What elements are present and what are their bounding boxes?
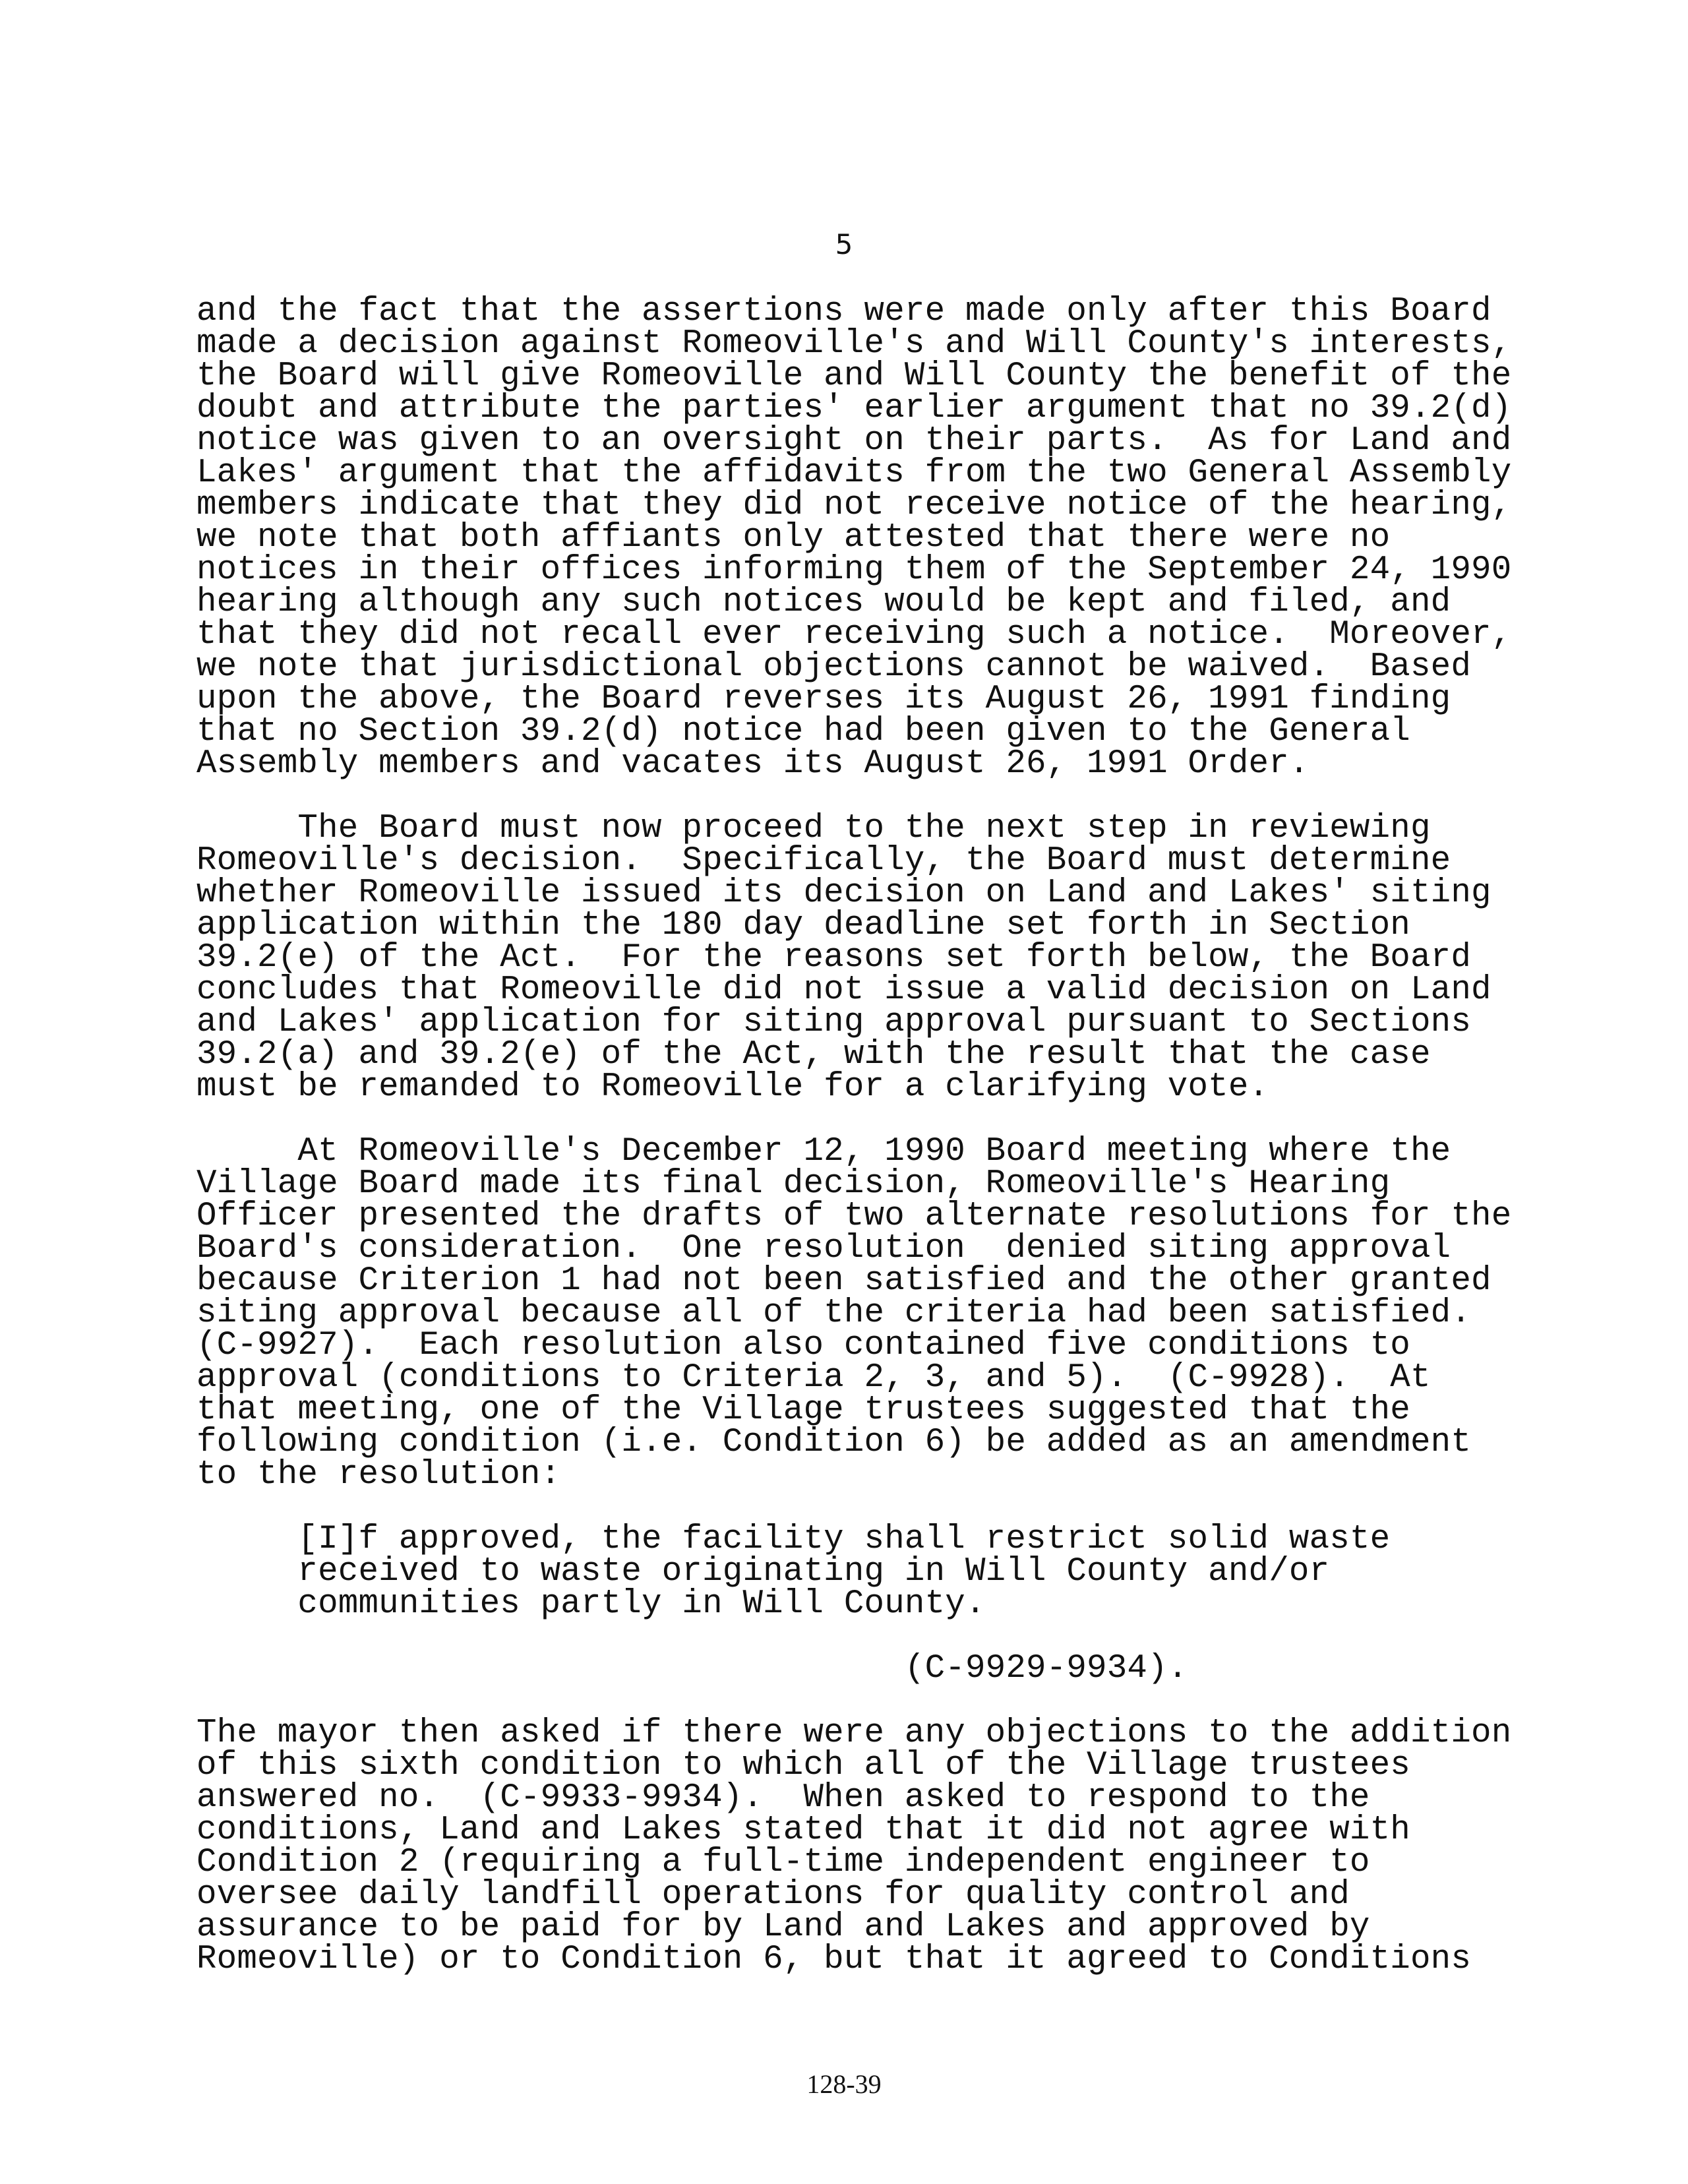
text-line: that they did not recall ever receiving such a notice. Moreover, [196, 616, 1512, 653]
quote-line: [I]f approved, the facility shall restrict solid waste [196, 1521, 1391, 1558]
text-line: 39.2(e) of the Act. For the reasons set forth below, the Board [196, 939, 1472, 977]
text-line: answered no. (C-9933-9934). When asked to respond to the [196, 1779, 1370, 1817]
citation-line: (C-9929-9934). [196, 1650, 1188, 1687]
text-line: must be remanded to Romeoville for a clarifying vote. [196, 1068, 1269, 1106]
quote-line: received to waste originating in Will County and/or [196, 1553, 1330, 1591]
text-line: made a decision against Romeoville's and Will County's interests, [196, 325, 1512, 363]
text-line: following condition (i.e. Condition 6) be added as an amendment [196, 1424, 1472, 1461]
text-line: 39.2(a) and 39.2(e) of the Act, with the result that the case [196, 1036, 1431, 1074]
text-line: Board's consideration. One resolution denied siting approval [196, 1230, 1451, 1267]
text-line: Condition 2 (requiring a full-time independent engineer to [196, 1844, 1370, 1881]
quote-line: communities partly in Will County. [196, 1585, 986, 1623]
page-number: 5 [835, 228, 853, 260]
text-line: The mayor then asked if there were any objections to the addition [196, 1714, 1512, 1752]
text-line: Officer presented the drafts of two alternate resolutions for the [196, 1198, 1512, 1235]
text-line: oversee daily landfill operations for quality control and [196, 1876, 1350, 1914]
text-line: because Criterion 1 had not been satisfied and the other granted [196, 1262, 1492, 1300]
text-line: Romeoville) or to Condition 6, but that it agreed to Conditions [196, 1941, 1472, 1978]
text-line: hearing although any such notices would be kept and filed, and [196, 584, 1451, 621]
footer-page-code: 128-39 [806, 2069, 882, 2099]
text-line: whether Romeoville issued its decision on Land and Lakes' siting [196, 874, 1492, 912]
text-line: assurance to be paid for by Land and Lakes and approved by [196, 1908, 1370, 1946]
text-line: and the fact that the assertions were made only after this Board [196, 293, 1492, 330]
text-line: Village Board made its final decision, Romeoville's Hearing [196, 1165, 1391, 1203]
text-line: The Board must now proceed to the next step in reviewing [196, 810, 1431, 847]
text-line: application within the 180 day deadline set forth in Section [196, 907, 1410, 944]
text-line: approval (conditions to Criteria 2, 3, and 5). (C-9928). At [196, 1359, 1431, 1397]
text-line: notices in their offices informing them of the September 24, 1990 [196, 551, 1512, 589]
text-line: Assembly members and vacates its August 26, 1991 Order. [196, 745, 1310, 783]
text-line: concludes that Romeoville did not issue a valid decision on Land [196, 971, 1492, 1009]
text-line: upon the above, the Board reverses its August 26, 1991 finding [196, 681, 1451, 718]
text-line: doubt and attribute the parties' earlier argument that no 39.2(d) [196, 390, 1512, 427]
text-line: to the resolution: [196, 1456, 561, 1494]
text-line: Romeoville's decision. Specifically, the Board must determine [196, 842, 1451, 880]
text-line: notice was given to an oversight on their parts. As for Land and [196, 422, 1512, 460]
text-line: Lakes' argument that the affidavits from the two General Assembly [196, 454, 1512, 492]
text-line: conditions, Land and Lakes stated that it did not agree with [196, 1811, 1410, 1849]
text-line: and Lakes' application for siting approval pursuant to Sections [196, 1004, 1472, 1041]
text-line: of this sixth condition to which all of the Village trustees [196, 1747, 1410, 1784]
text-line: (C-9927). Each resolution also contained five conditions to [196, 1327, 1410, 1364]
text-line: siting approval because all of the criteria had been satisfied. [196, 1294, 1472, 1332]
text-line: that no Section 39.2(d) notice had been given to the General [196, 713, 1410, 750]
text-line: that meeting, one of the Village trustees suggested that the [196, 1391, 1410, 1429]
text-line: members indicate that they did not receive notice of the hearing, [196, 487, 1512, 524]
text-line: we note that jurisdictional objections cannot be waived. Based [196, 648, 1472, 686]
text-line: At Romeoville's December 12, 1990 Board meeting where the [196, 1133, 1451, 1170]
text-line: the Board will give Romeoville and Will County the benefit of the [196, 357, 1512, 395]
text-line: we note that both affiants only attested that there were no [196, 519, 1391, 557]
